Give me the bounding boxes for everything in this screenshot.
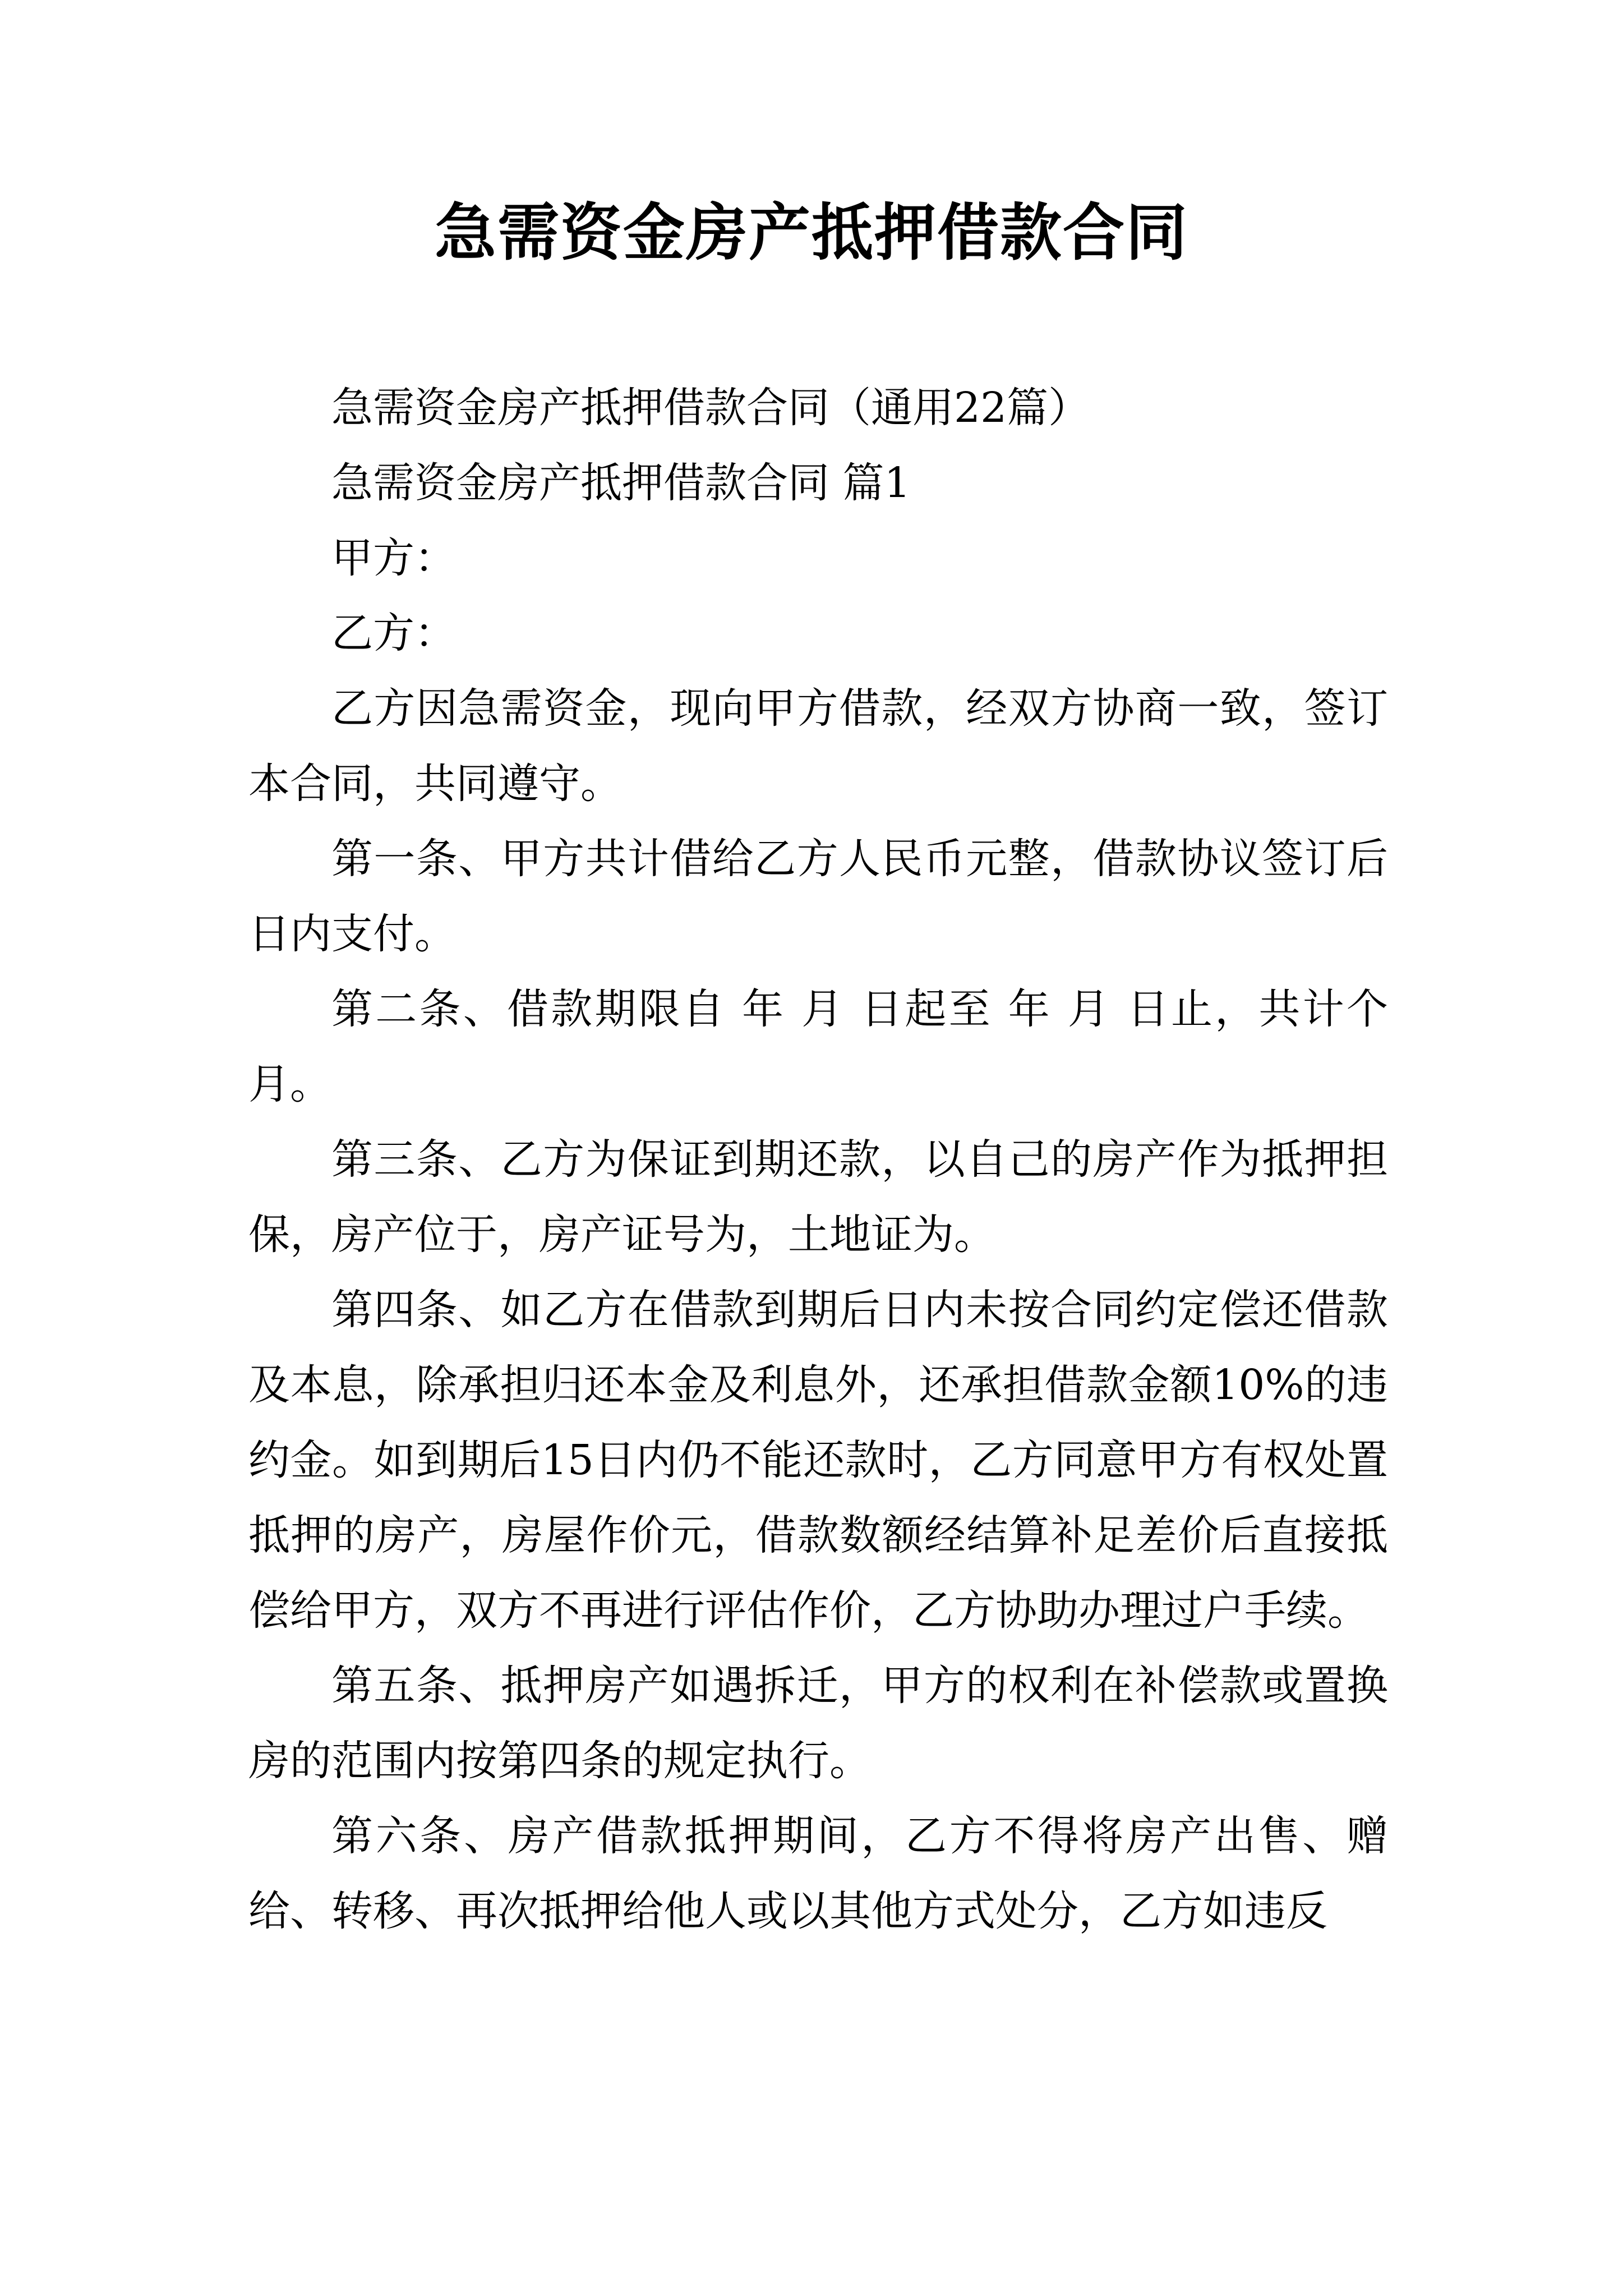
article-6-paragraph: 第六条、房产借款抵押期间，乙方不得将房产出售、赠给、转移、再次抵押给他人或以其他方式处分，乙方如违反: [248, 1812, 1388, 1935]
document-body: [248, 370, 1388, 1949]
article-2-paragraph: 第二条、借款期限自 年 月 日起至 年 月 日止，共计个 月。: [248, 985, 1388, 1108]
article-5-paragraph: 第五条、抵押房产如遇拆迁，甲方的权利在补偿款或置换房的范围内按第四条的规定执行。: [248, 1662, 1388, 1785]
article-3-paragraph: 第三条、乙方为保证到期还款，以自己的房产作为抵押担保，房产位于，房产证号为，土地证为。: [248, 1135, 1388, 1259]
preamble-paragraph: 乙方因急需资金，现向甲方借款，经双方协商一致，签订本合同，共同遵守。: [248, 684, 1388, 808]
party-b-line: 乙方：: [331, 609, 456, 657]
article-4-paragraph: 第四条、如乙方在借款到期后日内未按合同约定偿还借款及本息，除承担归还本金及利息外，还承担借款金额10%的违约金。如到期后15日内仍不能还款时，乙方同意甲方有权处置抵押的房产，房屋作价元，借款数额经结算补足差价后直接抵偿给甲方，双方不再进行评估作价，乙方协助办理过户手续。: [248, 1286, 1388, 1635]
article-1-paragraph: 第一条、甲方共计借给乙方人民币元整，借款协议签订后日内支付。: [248, 835, 1388, 958]
section-heading: 急需资金房产抵押借款合同 篇1: [331, 459, 911, 507]
party-a-line: 甲方：: [331, 534, 456, 582]
subtitle-paragraph: 急需资金房产抵押借款合同（通用22篇）: [331, 384, 1090, 432]
document-title: 急需资金房产抵押借款合同: [435, 196, 1188, 269]
